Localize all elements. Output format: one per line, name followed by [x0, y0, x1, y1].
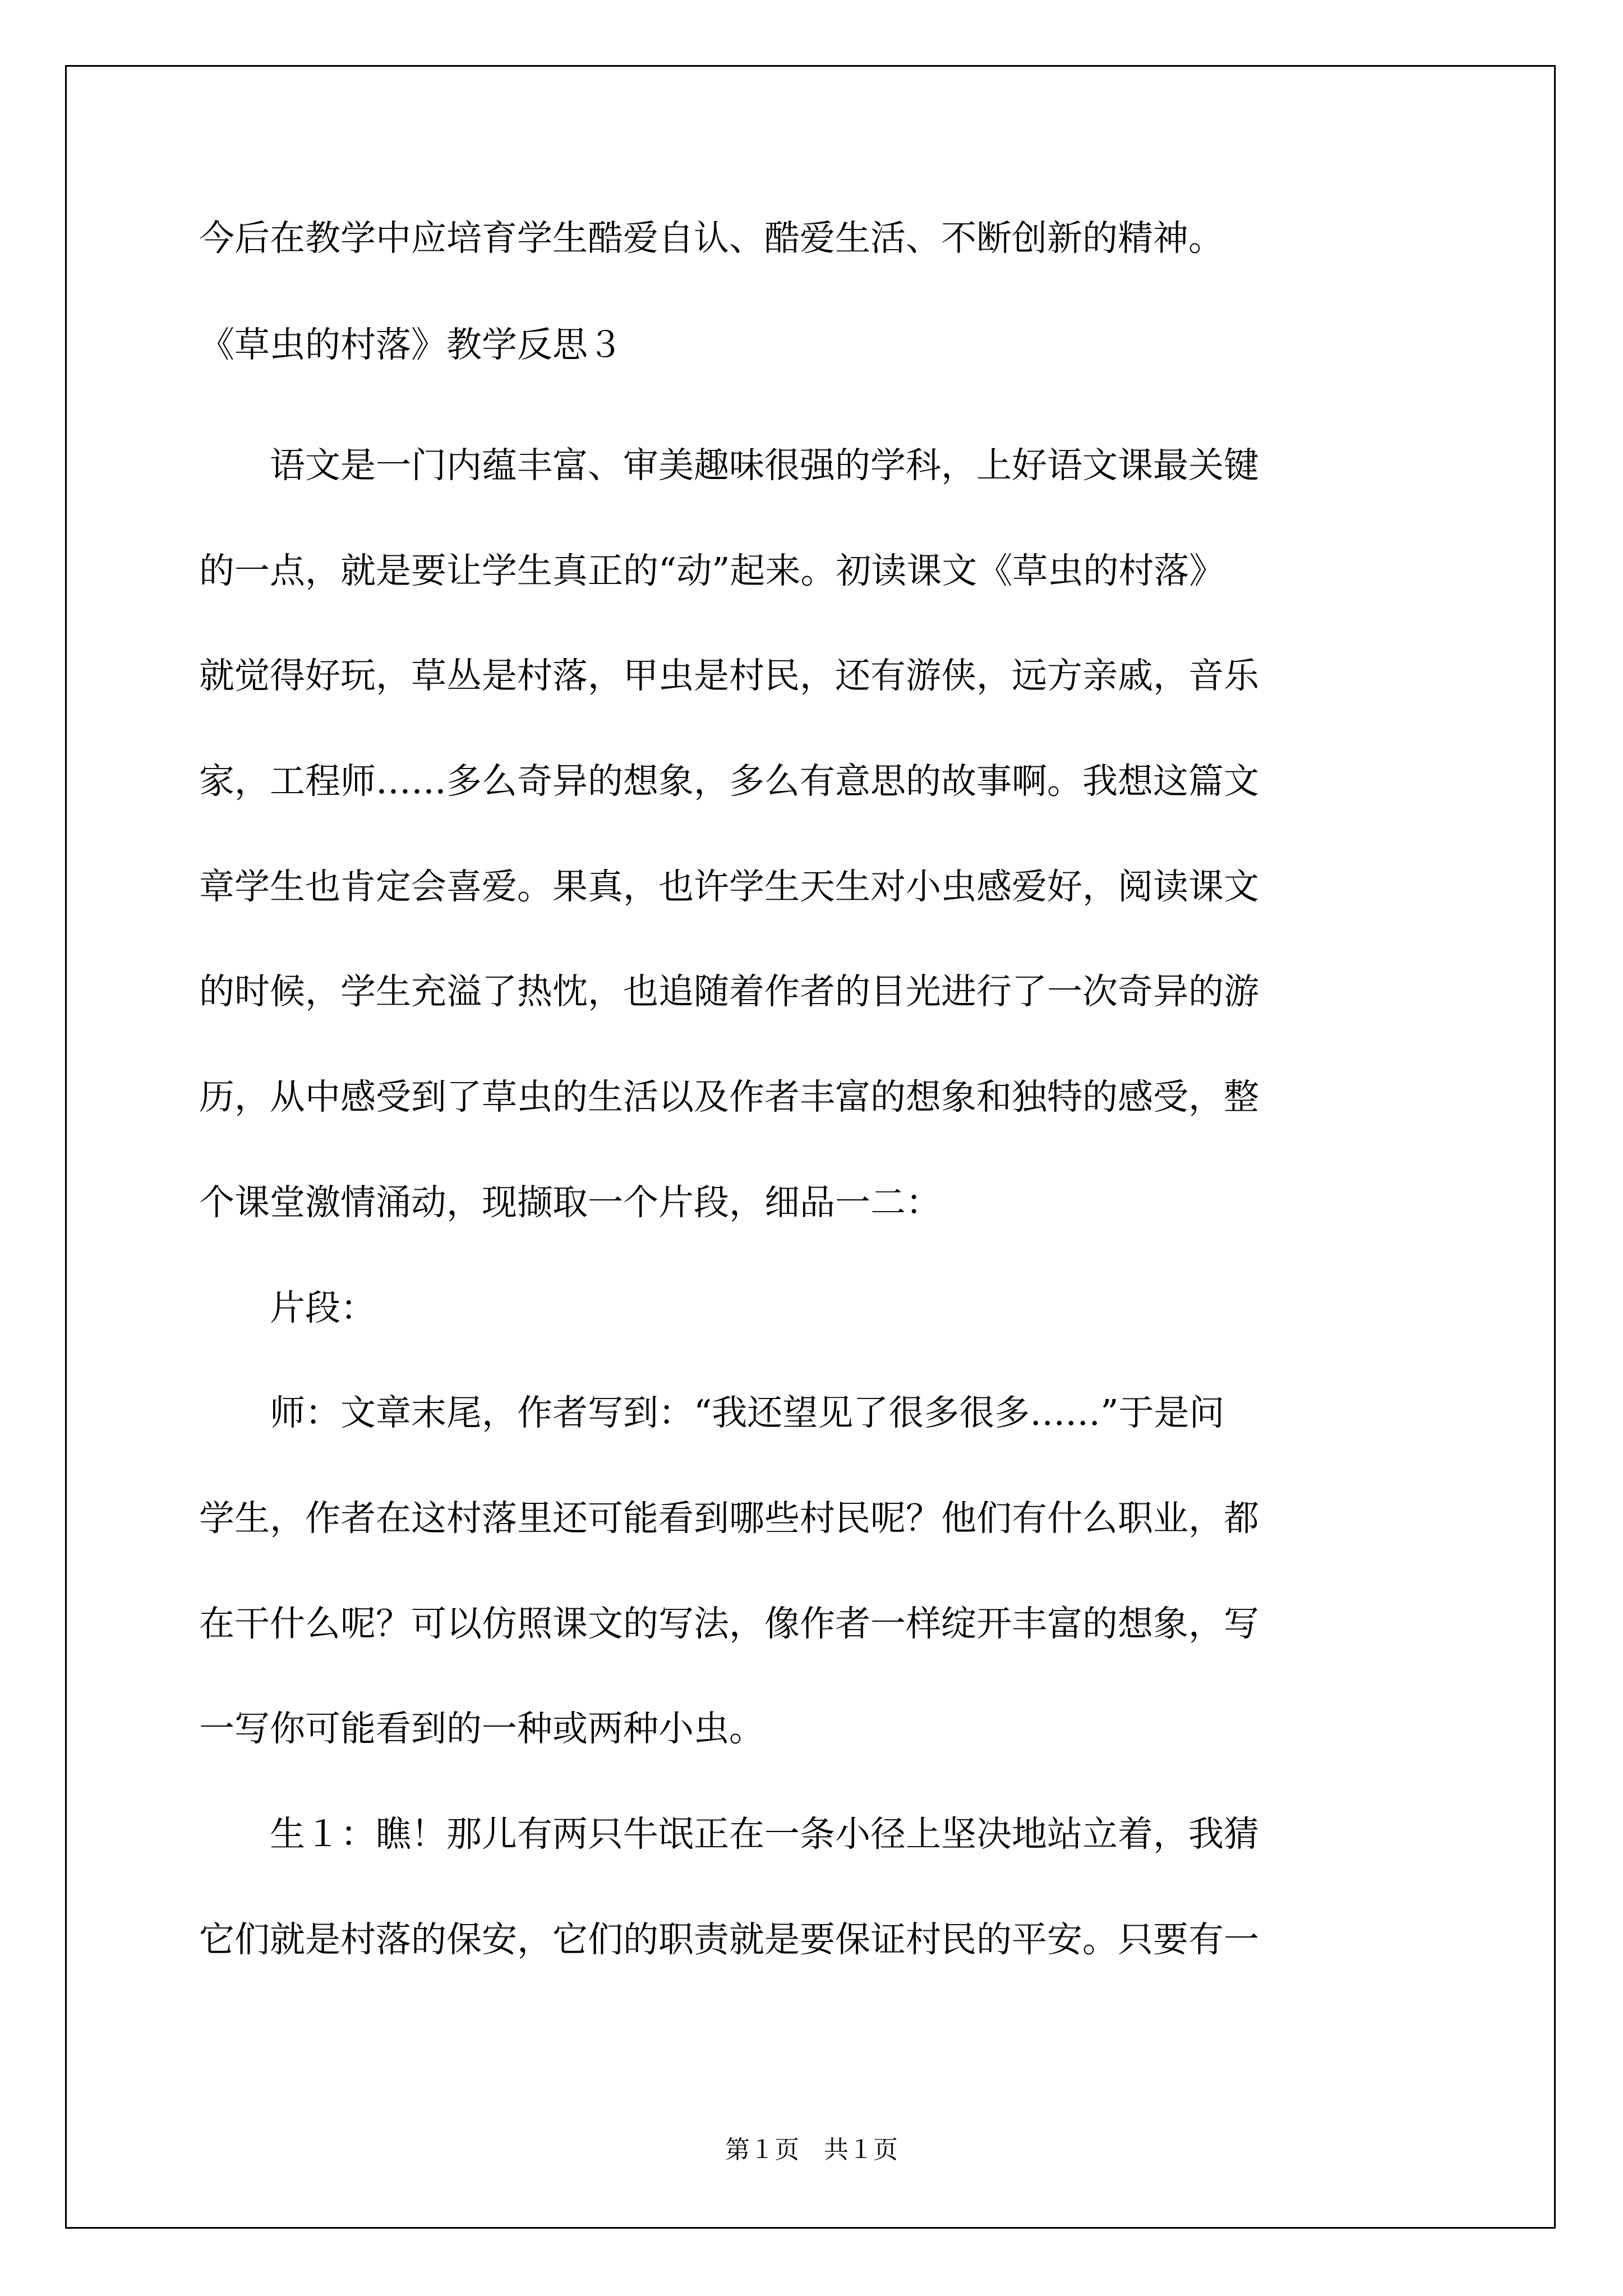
- text-line-17: 它们就是村落的保安，它们的职责就是要保证村民的平安。只要有一: [199, 1919, 1259, 1960]
- text-line-13: 学生，作者在这村落里还可能看到哪些村民呢？他们有什么职业，都: [199, 1498, 1259, 1539]
- text-line-8: 的时候，学生充溢了热忱，也追随着作者的目光进行了一次奇异的游: [199, 971, 1259, 1012]
- text-line-16: 生１：瞧！那儿有两只牛氓正在一条小径上坚决地站立着，我猜: [199, 1814, 1259, 1855]
- text-line-4: 的一点，就是要让学生真正的“动”起来。初读课文《草虫的村落》: [199, 550, 1225, 591]
- text-line-14: 在干什么呢？可以仿照课文的写法，像作者一样绽开丰富的想象，写: [199, 1603, 1259, 1644]
- text-line-3: 语文是一门内蕴丰富、审美趣味很强的学科，上好语文课最关键: [199, 445, 1259, 486]
- page-border: [65, 65, 1556, 2229]
- text-line-15: 一写你可能看到的一种或两种小虫。: [199, 1708, 764, 1749]
- text-line-10: 个课堂激情涌动，现撷取一个片段，细品一二：: [199, 1182, 941, 1223]
- section-heading: 《草虫的村落》教学反思３: [199, 324, 623, 365]
- text-line-9: 历，从中感受到了草虫的生活以及作者丰富的想象和独特的感受，整: [199, 1076, 1259, 1117]
- page-footer: 第１页 共１页: [725, 2136, 898, 2164]
- text-line-7: 章学生也肯定会喜爱。果真，也许学生天生对小虫感爱好，阅读课文: [199, 866, 1259, 907]
- text-line-12: 师：文章末尾，作者写到：“我还望见了很多很多……”于是问: [199, 1392, 1225, 1433]
- text-line-11: 片段：: [199, 1287, 376, 1328]
- text-line-6: 家，工程师……多么奇异的想象，多么有意思的故事啊。我想这篇文: [199, 761, 1259, 802]
- text-line-5: 就觉得好玩，草丛是村落，甲虫是村民，还有游侠，远方亲戚，音乐: [199, 655, 1259, 696]
- text-line-1: 今后在教学中应培育学生酷爱自认、酷爱生活、不断创新的精神。: [199, 218, 1224, 259]
